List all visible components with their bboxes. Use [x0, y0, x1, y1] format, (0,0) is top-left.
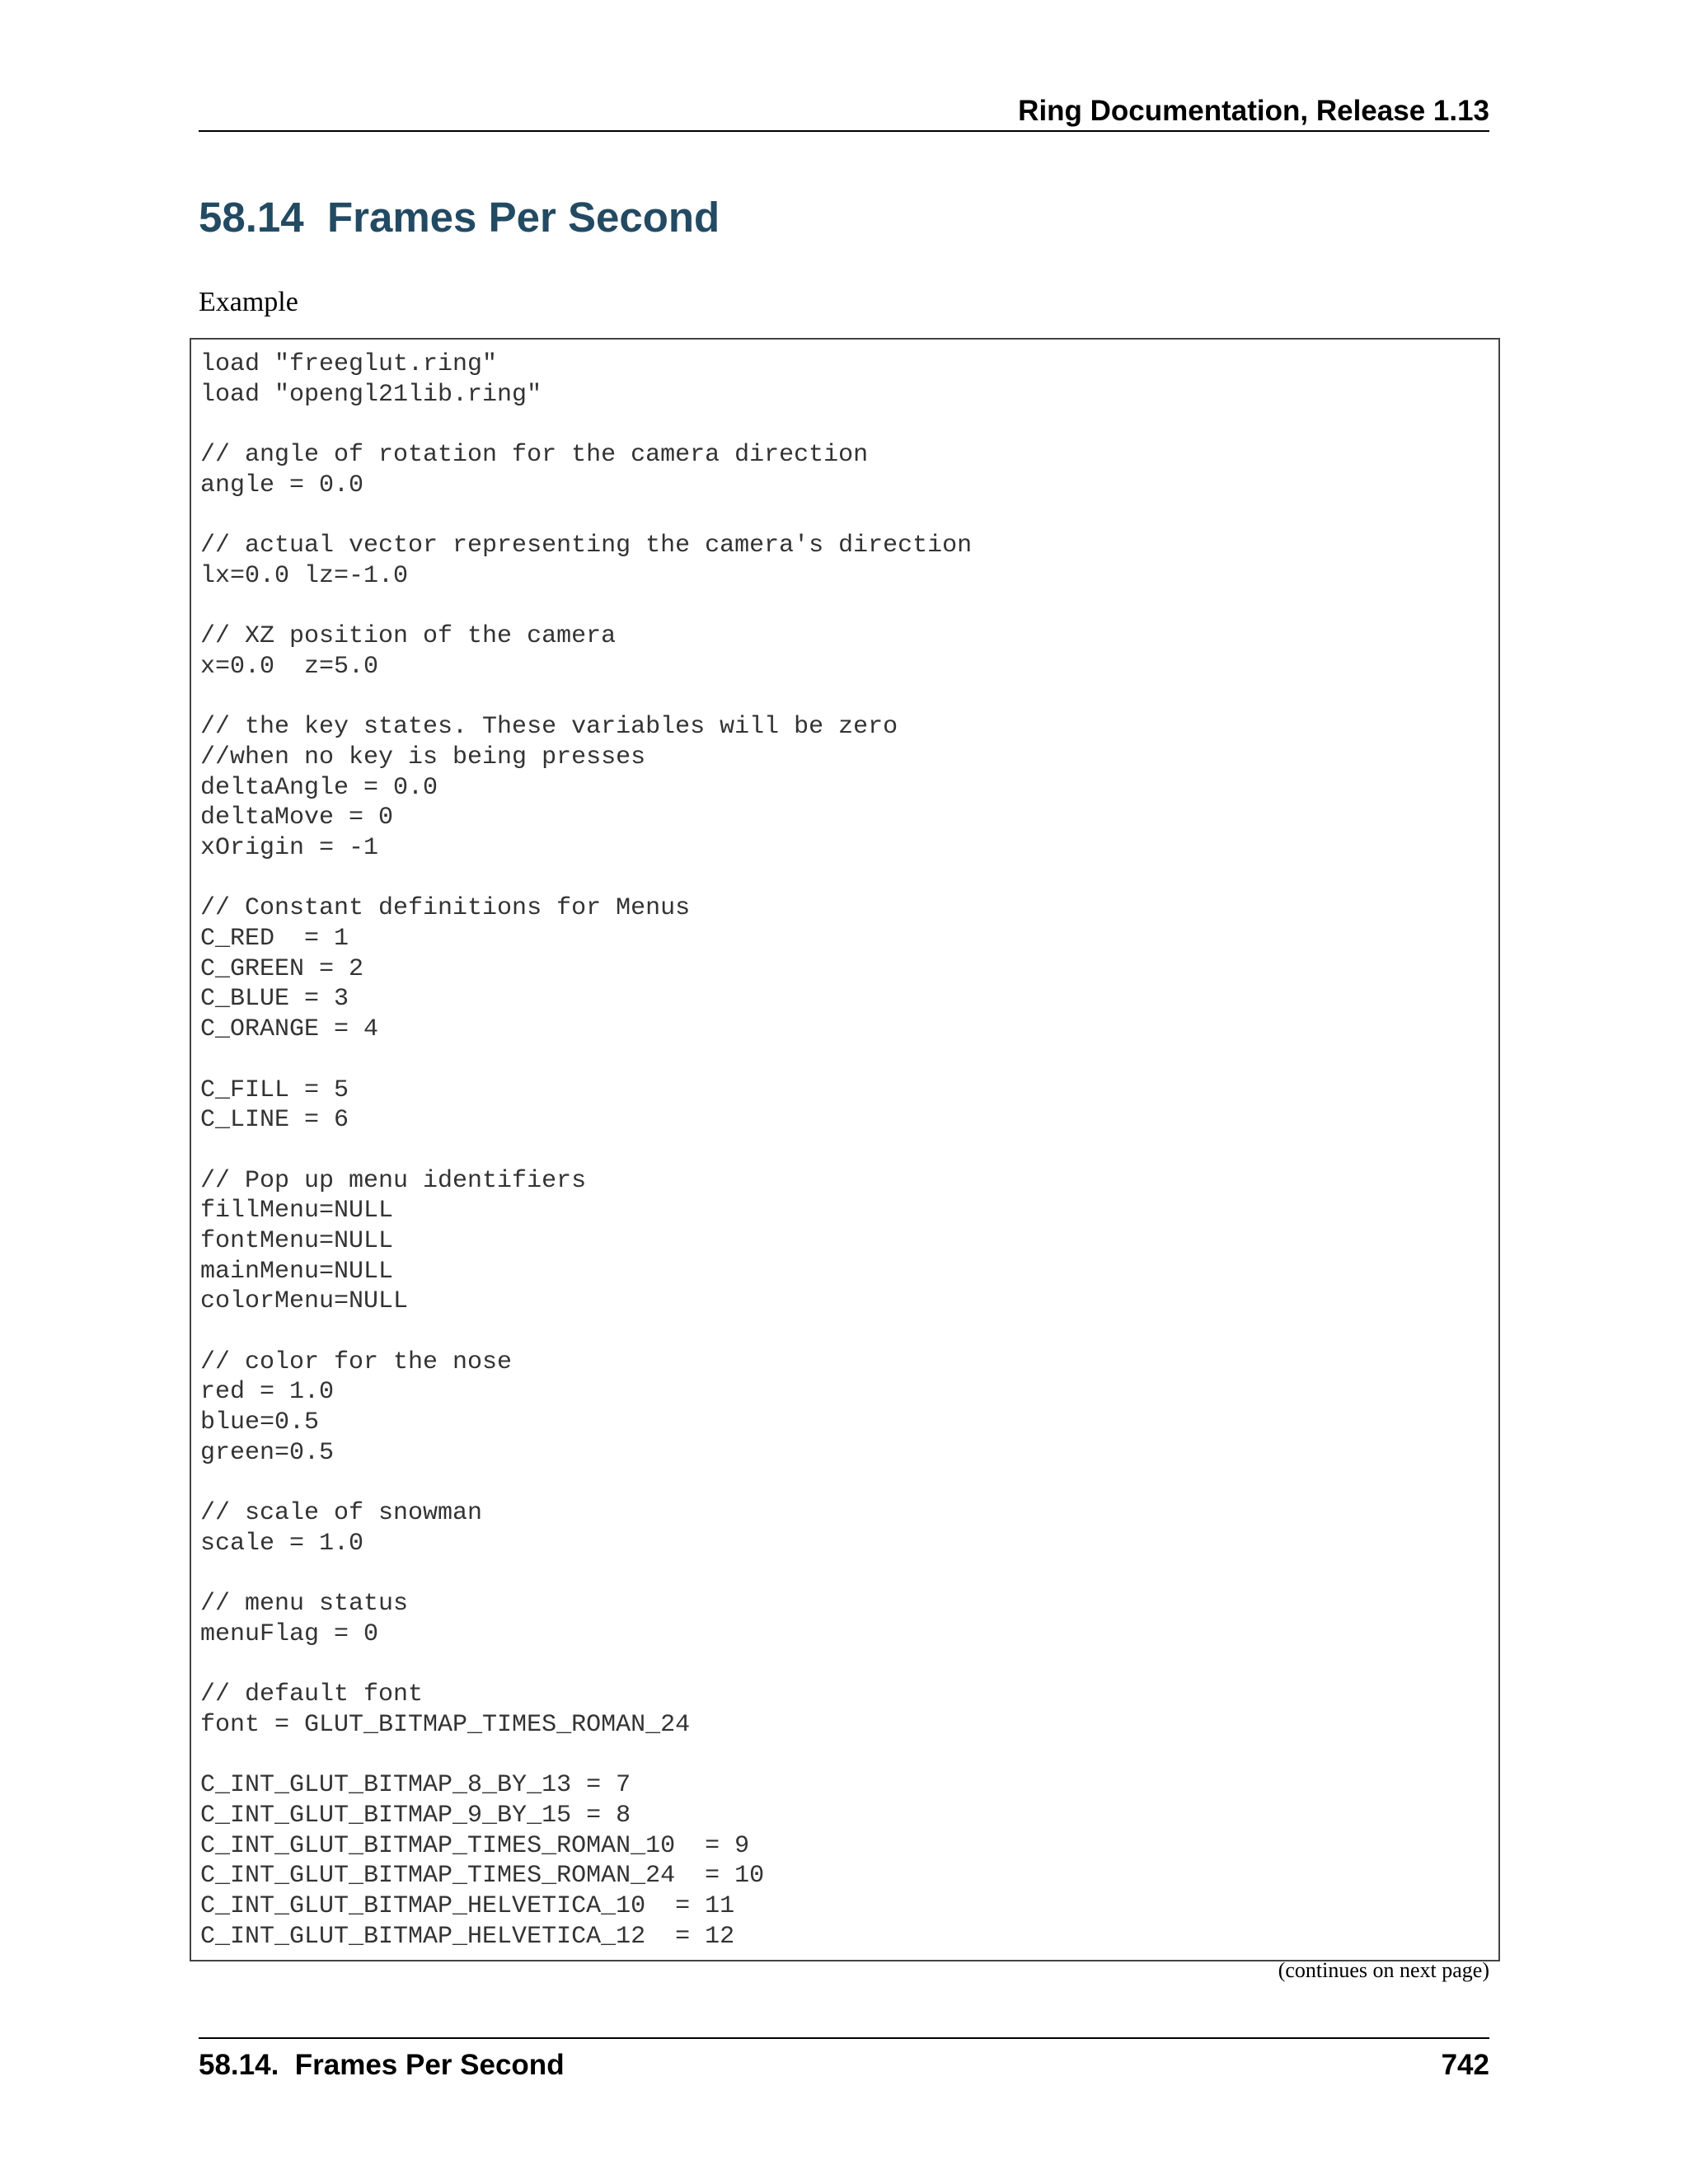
- code-line: blue=0.5: [200, 1408, 320, 1437]
- code-line: [200, 1468, 972, 1498]
- code-line: [200, 1136, 972, 1166]
- page-footer: [199, 2037, 1489, 2088]
- code-line: C_INT_GLUT_BITMAP_9_BY_15 = 8: [200, 1802, 631, 1830]
- code-line: load "opengl21lib.ring": [200, 380, 542, 409]
- code-line: scale = 1.0: [200, 1529, 364, 1558]
- code-line: font = GLUT_BITMAP_TIMES_ROMAN_24: [200, 1710, 691, 1739]
- code-lines: [200, 349, 972, 1952]
- code-line: [200, 500, 972, 531]
- footer-section: 58.14. Frames Per Second: [199, 2049, 565, 2081]
- page-header: [199, 91, 1489, 132]
- code-line: load "freeglut.ring": [200, 350, 498, 378]
- code-line: // color for the nose: [200, 1347, 513, 1376]
- code-line: deltaAngle = 0.0: [200, 773, 438, 802]
- page-number: 742: [1441, 2049, 1489, 2081]
- code-line: fontMenu=NULL: [200, 1226, 394, 1255]
- code-line: C_INT_GLUT_BITMAP_HELVETICA_12 = 12: [200, 1922, 735, 1951]
- code-line: // Constant definitions for Menus: [200, 894, 691, 923]
- code-line: angle = 0.0: [200, 471, 364, 499]
- code-line: [200, 1741, 972, 1771]
- code-line: fillMenu=NULL: [200, 1197, 394, 1226]
- code-line: C_ORANGE = 4: [200, 1015, 379, 1044]
- code-line: [200, 1045, 972, 1076]
- code-line: [200, 410, 972, 440]
- code-line: C_RED = 1: [200, 925, 349, 954]
- code-line: xOrigin = -1: [200, 834, 379, 862]
- code-line: // XZ position of the camera: [200, 622, 617, 651]
- example-label: Example: [199, 287, 298, 317]
- code-line: C_INT_GLUT_BITMAP_TIMES_ROMAN_24 = 10: [200, 1862, 765, 1891]
- code-line: lx=0.0 lz=-1.0: [200, 561, 409, 590]
- code-line: // menu status: [200, 1590, 409, 1619]
- section-number: 58.14: [199, 194, 304, 241]
- code-line: C_GREEN = 2: [200, 954, 364, 983]
- code-line: [200, 1650, 972, 1680]
- code-line: // Pop up menu identifiers: [200, 1166, 587, 1195]
- code-line: mainMenu=NULL: [200, 1257, 394, 1286]
- code-line: // default font: [200, 1680, 424, 1709]
- code-line: C_INT_GLUT_BITMAP_HELVETICA_10 = 11: [200, 1892, 735, 1921]
- continues-note: (continues on next page): [1278, 1958, 1489, 1982]
- code-line: C_LINE = 6: [200, 1106, 349, 1135]
- code-line: // the key states. These variables will be zero: [200, 713, 898, 742]
- code-line: //when no key is being presses: [200, 743, 646, 771]
- code-line: [200, 1317, 972, 1347]
- code-line: menuFlag = 0: [200, 1619, 379, 1648]
- code-line: C_FILL = 5: [200, 1076, 349, 1104]
- code-line: // scale of snowman: [200, 1499, 483, 1528]
- code-line: [200, 1559, 972, 1590]
- code-line: red = 1.0: [200, 1378, 335, 1407]
- code-line: // angle of rotation for the camera direction: [200, 441, 869, 470]
- header-title: Ring Documentation, Release 1.13: [1018, 95, 1489, 127]
- code-line: green=0.5: [200, 1438, 335, 1467]
- code-line: [200, 592, 972, 622]
- section-title: Frames Per Second: [326, 194, 720, 241]
- code-line: C_INT_GLUT_BITMAP_8_BY_13 = 7: [200, 1771, 631, 1800]
- code-block: [190, 338, 1500, 1961]
- code-line: C_INT_GLUT_BITMAP_TIMES_ROMAN_10 = 9: [200, 1831, 750, 1860]
- code-line: colorMenu=NULL: [200, 1287, 409, 1316]
- code-line: [200, 864, 972, 894]
- code-line: [200, 682, 972, 713]
- code-line: // actual vector representing the camera's direction: [200, 532, 973, 560]
- code-line: x=0.0 z=5.0: [200, 652, 379, 681]
- section-heading: [199, 194, 720, 241]
- code-line: C_BLUE = 3: [200, 985, 349, 1014]
- code-line: deltaMove = 0: [200, 804, 394, 832]
